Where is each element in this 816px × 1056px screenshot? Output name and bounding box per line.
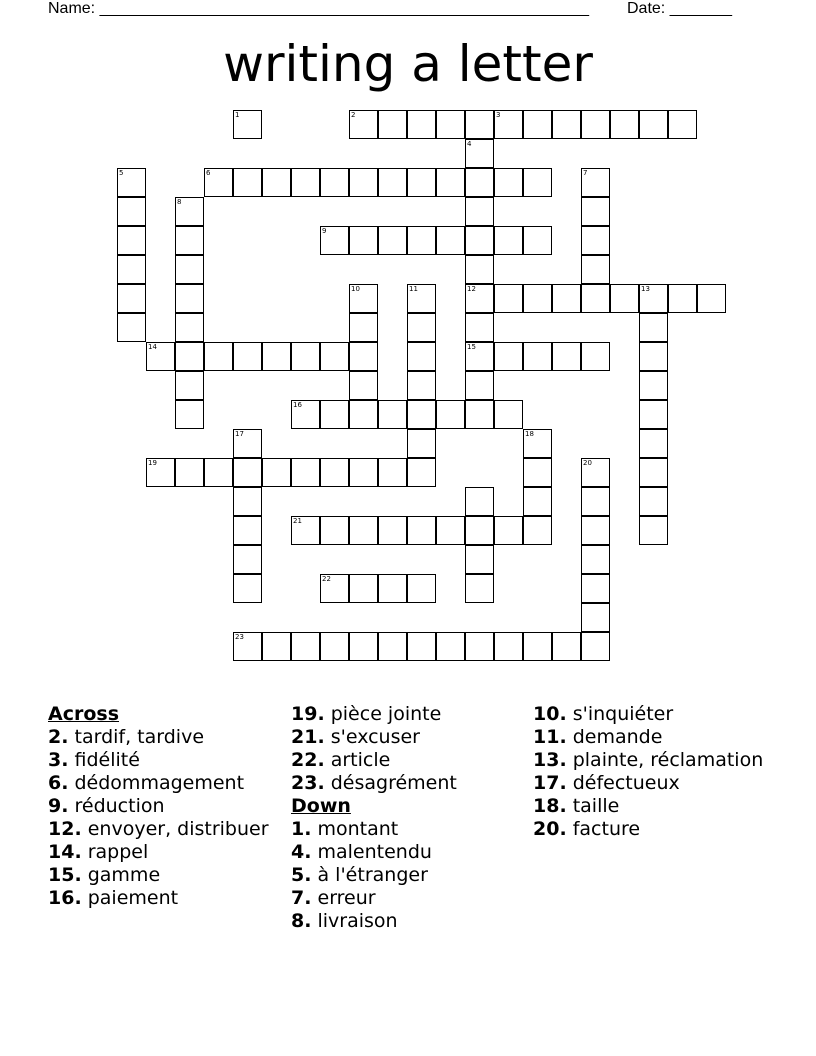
crossword-cell[interactable] bbox=[494, 168, 523, 197]
crossword-cell[interactable] bbox=[407, 313, 436, 342]
crossword-cell[interactable] bbox=[523, 110, 552, 139]
clue-number: 19 bbox=[148, 459, 157, 467]
crossword-cell[interactable] bbox=[320, 168, 349, 197]
crossword-cell[interactable] bbox=[378, 400, 407, 429]
crossword-cell[interactable] bbox=[494, 226, 523, 255]
clue-number: 12 bbox=[467, 285, 476, 293]
crossword-cell-5[interactable] bbox=[117, 168, 146, 197]
across-clue: 21. s'excuser bbox=[291, 726, 420, 748]
crossword-cell[interactable] bbox=[436, 400, 465, 429]
crossword-cell[interactable] bbox=[581, 516, 610, 545]
crossword-cell[interactable] bbox=[523, 168, 552, 197]
crossword-cell[interactable] bbox=[407, 429, 436, 458]
crossword-cell[interactable] bbox=[436, 168, 465, 197]
crossword-cell[interactable] bbox=[436, 226, 465, 255]
crossword-cell[interactable] bbox=[697, 284, 726, 313]
clues-column-1 bbox=[48, 703, 288, 910]
crossword-cell[interactable] bbox=[291, 632, 320, 661]
date-field: Date: _______ bbox=[627, 0, 732, 17]
crossword-cell[interactable] bbox=[581, 603, 610, 632]
down-clue: 18. taille bbox=[533, 795, 620, 817]
across-clue: 14. rappel bbox=[48, 841, 149, 863]
crossword-cell[interactable] bbox=[349, 516, 378, 545]
clue-number: 23 bbox=[235, 633, 244, 641]
crossword-cell[interactable] bbox=[465, 226, 494, 255]
clue-number: 10 bbox=[351, 285, 360, 293]
crossword-cell[interactable] bbox=[436, 110, 465, 139]
crossword-cell[interactable] bbox=[407, 371, 436, 400]
across-clue: 23. désagrément bbox=[291, 772, 457, 794]
crossword-cell[interactable] bbox=[610, 284, 639, 313]
down-heading: Down bbox=[291, 795, 351, 817]
crossword-cell[interactable] bbox=[523, 632, 552, 661]
crossword-cell[interactable] bbox=[523, 342, 552, 371]
clues-column-2 bbox=[291, 703, 531, 933]
clue-number: 6 bbox=[206, 169, 211, 177]
crossword-cell-13[interactable] bbox=[639, 284, 668, 313]
clue-number: 2 bbox=[351, 111, 356, 119]
crossword-cell[interactable] bbox=[378, 226, 407, 255]
name-field: Name: _______________________________________________________ bbox=[48, 0, 589, 17]
crossword-cell[interactable] bbox=[494, 284, 523, 313]
crossword-cell[interactable] bbox=[639, 429, 668, 458]
crossword-cell[interactable] bbox=[407, 574, 436, 603]
crossword-cell[interactable] bbox=[233, 545, 262, 574]
crossword-cell[interactable] bbox=[639, 458, 668, 487]
crossword-cell[interactable] bbox=[349, 400, 378, 429]
crossword-cell[interactable] bbox=[349, 458, 378, 487]
crossword-cell-7[interactable] bbox=[581, 168, 610, 197]
crossword-cell-21[interactable] bbox=[291, 516, 320, 545]
crossword-cell[interactable] bbox=[378, 458, 407, 487]
clue-number: 17 bbox=[235, 430, 244, 438]
clue-number: 18 bbox=[525, 430, 534, 438]
crossword-cell[interactable] bbox=[610, 110, 639, 139]
clue-number: 14 bbox=[148, 343, 157, 351]
crossword-cell[interactable] bbox=[581, 226, 610, 255]
across-clue: 9. réduction bbox=[48, 795, 165, 817]
crossword-cell-3[interactable] bbox=[494, 110, 523, 139]
across-clue: 6. dédommagement bbox=[48, 772, 245, 794]
crossword-cell[interactable] bbox=[407, 342, 436, 371]
down-clue: 10. s'inquiéter bbox=[533, 703, 674, 725]
crossword-cell[interactable] bbox=[349, 168, 378, 197]
crossword-cell[interactable] bbox=[378, 516, 407, 545]
crossword-cell[interactable] bbox=[320, 458, 349, 487]
across-heading: Across bbox=[48, 703, 120, 725]
crossword-cell[interactable] bbox=[581, 342, 610, 371]
crossword-cell[interactable] bbox=[320, 342, 349, 371]
crossword-cell[interactable] bbox=[262, 458, 291, 487]
crossword-cell[interactable] bbox=[552, 342, 581, 371]
crossword-cell-18[interactable] bbox=[523, 429, 552, 458]
crossword-cell-1[interactable] bbox=[233, 110, 262, 139]
crossword-cell[interactable] bbox=[523, 284, 552, 313]
crossword-cell[interactable] bbox=[523, 458, 552, 487]
crossword-cell[interactable] bbox=[175, 458, 204, 487]
crossword-cell[interactable] bbox=[465, 632, 494, 661]
clue-number: 20 bbox=[583, 459, 592, 467]
crossword-cell[interactable] bbox=[639, 313, 668, 342]
clue-number: 3 bbox=[496, 111, 501, 119]
crossword-cell[interactable] bbox=[175, 226, 204, 255]
crossword-cell[interactable] bbox=[581, 632, 610, 661]
clue-number: 9 bbox=[322, 227, 327, 235]
crossword-cell[interactable] bbox=[378, 632, 407, 661]
crossword-cell[interactable] bbox=[639, 516, 668, 545]
crossword-cell[interactable] bbox=[639, 342, 668, 371]
down-clue: 4. malentendu bbox=[291, 841, 432, 863]
crossword-cell[interactable] bbox=[349, 342, 378, 371]
crossword-cell[interactable] bbox=[523, 226, 552, 255]
crossword-cell[interactable] bbox=[436, 516, 465, 545]
clues-column-3 bbox=[533, 703, 773, 841]
across-clue: 15. gamme bbox=[48, 864, 161, 886]
crossword-cell-12[interactable] bbox=[465, 284, 494, 313]
crossword-cell-20[interactable] bbox=[581, 458, 610, 487]
puzzle-title: writing a letter bbox=[223, 35, 593, 93]
crossword-cell[interactable] bbox=[175, 400, 204, 429]
crossword-cell[interactable] bbox=[117, 255, 146, 284]
crossword-cell[interactable] bbox=[407, 400, 436, 429]
crossword-cell[interactable] bbox=[668, 284, 697, 313]
clue-number: 21 bbox=[293, 517, 302, 525]
crossword-cell[interactable] bbox=[233, 516, 262, 545]
crossword-cell[interactable] bbox=[465, 168, 494, 197]
down-clue: 1. montant bbox=[291, 818, 399, 840]
clue-number: 4 bbox=[467, 140, 472, 148]
across-clue: 3. fidélité bbox=[48, 749, 140, 771]
crossword-cell[interactable] bbox=[523, 516, 552, 545]
crossword-cell[interactable] bbox=[494, 516, 523, 545]
crossword-cell[interactable] bbox=[262, 168, 291, 197]
crossword-cell-19[interactable] bbox=[146, 458, 175, 487]
crossword-cell[interactable] bbox=[581, 487, 610, 516]
crossword-cell[interactable] bbox=[465, 545, 494, 574]
crossword-cell[interactable] bbox=[204, 342, 233, 371]
crossword-cell[interactable] bbox=[117, 226, 146, 255]
crossword-cell[interactable] bbox=[465, 516, 494, 545]
crossword-cell[interactable] bbox=[378, 574, 407, 603]
crossword-cell[interactable] bbox=[175, 284, 204, 313]
crossword-cell[interactable] bbox=[465, 255, 494, 284]
crossword-cell[interactable] bbox=[262, 632, 291, 661]
crossword-cell[interactable] bbox=[552, 632, 581, 661]
crossword-cell[interactable] bbox=[233, 574, 262, 603]
down-clue: 7. erreur bbox=[291, 887, 376, 909]
crossword-cell-4[interactable] bbox=[465, 139, 494, 168]
down-clue: 13. plainte, réclamation bbox=[533, 749, 764, 771]
crossword-cell[interactable] bbox=[378, 110, 407, 139]
clue-number: 13 bbox=[641, 285, 650, 293]
crossword-cell[interactable] bbox=[407, 632, 436, 661]
down-clue: 5. à l'étranger bbox=[291, 864, 428, 886]
crossword-cell[interactable] bbox=[320, 632, 349, 661]
crossword-cell[interactable] bbox=[407, 226, 436, 255]
crossword-cell[interactable] bbox=[291, 458, 320, 487]
crossword-cell[interactable] bbox=[233, 458, 262, 487]
clue-number: 16 bbox=[293, 401, 302, 409]
crossword-cell[interactable] bbox=[233, 168, 262, 197]
crossword-cell[interactable] bbox=[436, 632, 465, 661]
clue-number: 15 bbox=[467, 343, 476, 351]
clue-number: 11 bbox=[409, 285, 418, 293]
down-clue: 11. demande bbox=[533, 726, 663, 748]
across-clue: 16. paiement bbox=[48, 887, 179, 909]
across-clue: 22. article bbox=[291, 749, 391, 771]
crossword-cell-17[interactable] bbox=[233, 429, 262, 458]
crossword-cell-2[interactable] bbox=[349, 110, 378, 139]
crossword-cell[interactable] bbox=[465, 574, 494, 603]
crossword-cell[interactable] bbox=[407, 168, 436, 197]
crossword-cell[interactable] bbox=[407, 110, 436, 139]
crossword-cell[interactable] bbox=[262, 342, 291, 371]
crossword-cell-9[interactable] bbox=[320, 226, 349, 255]
crossword-cell[interactable] bbox=[465, 197, 494, 226]
crossword-cell[interactable] bbox=[668, 110, 697, 139]
crossword-cell[interactable] bbox=[175, 313, 204, 342]
crossword-cell[interactable] bbox=[291, 168, 320, 197]
crossword-cell[interactable] bbox=[494, 342, 523, 371]
crossword-cell-22[interactable] bbox=[320, 574, 349, 603]
crossword-cell[interactable] bbox=[175, 342, 204, 371]
clue-number: 22 bbox=[322, 575, 331, 583]
crossword-cell-23[interactable] bbox=[233, 632, 262, 661]
crossword-cell[interactable] bbox=[581, 110, 610, 139]
crossword-cell[interactable] bbox=[581, 197, 610, 226]
clue-number: 1 bbox=[235, 111, 240, 119]
clue-number: 5 bbox=[119, 169, 124, 177]
crossword-cell[interactable] bbox=[465, 400, 494, 429]
down-clue: 8. livraison bbox=[291, 910, 398, 932]
crossword-cell[interactable] bbox=[117, 197, 146, 226]
crossword-cell[interactable] bbox=[639, 400, 668, 429]
crossword-cell[interactable] bbox=[552, 110, 581, 139]
crossword-cell-16[interactable] bbox=[291, 400, 320, 429]
crossword-cell[interactable] bbox=[349, 574, 378, 603]
crossword-cell-15[interactable] bbox=[465, 342, 494, 371]
crossword-cell[interactable] bbox=[378, 168, 407, 197]
down-clue: 17. défectueux bbox=[533, 772, 680, 794]
crossword-cell[interactable] bbox=[523, 487, 552, 516]
crossword-cell[interactable] bbox=[581, 574, 610, 603]
crossword-cell[interactable] bbox=[233, 487, 262, 516]
crossword-cell[interactable] bbox=[233, 342, 262, 371]
crossword-cell[interactable] bbox=[320, 516, 349, 545]
crossword-cell[interactable] bbox=[320, 400, 349, 429]
crossword-cell[interactable] bbox=[639, 371, 668, 400]
crossword-cell-14[interactable] bbox=[146, 342, 175, 371]
crossword-cell[interactable] bbox=[291, 342, 320, 371]
crossword-cell[interactable] bbox=[407, 458, 436, 487]
across-clue: 12. envoyer, distribuer bbox=[48, 818, 269, 840]
down-clue: 20. facture bbox=[533, 818, 641, 840]
crossword-cell-10[interactable] bbox=[349, 284, 378, 313]
crossword-cell[interactable] bbox=[349, 313, 378, 342]
crossword-cell[interactable] bbox=[494, 400, 523, 429]
crossword-cell[interactable] bbox=[465, 110, 494, 139]
crossword-cell[interactable] bbox=[465, 371, 494, 400]
crossword-cell[interactable] bbox=[349, 226, 378, 255]
across-clue: 19. pièce jointe bbox=[291, 703, 442, 725]
crossword-cell[interactable] bbox=[639, 110, 668, 139]
crossword-cell-8[interactable] bbox=[175, 197, 204, 226]
crossword-cell-6[interactable] bbox=[204, 168, 233, 197]
clue-number: 7 bbox=[583, 169, 588, 177]
crossword-cell[interactable] bbox=[117, 284, 146, 313]
crossword-cell[interactable] bbox=[552, 284, 581, 313]
crossword-cell[interactable] bbox=[117, 313, 146, 342]
crossword-cell[interactable] bbox=[494, 632, 523, 661]
crossword-cell[interactable] bbox=[204, 458, 233, 487]
crossword-cell[interactable] bbox=[465, 313, 494, 342]
crossword-cell[interactable] bbox=[175, 371, 204, 400]
crossword-cell[interactable] bbox=[639, 487, 668, 516]
crossword-cell[interactable] bbox=[407, 516, 436, 545]
across-clue: 2. tardif, tardive bbox=[48, 726, 205, 748]
clue-number: 8 bbox=[177, 198, 182, 206]
crossword-cell[interactable] bbox=[465, 487, 494, 516]
crossword-cell[interactable] bbox=[581, 545, 610, 574]
crossword-cell[interactable] bbox=[581, 284, 610, 313]
crossword-cell-11[interactable] bbox=[407, 284, 436, 313]
crossword-cell[interactable] bbox=[581, 255, 610, 284]
crossword-cell[interactable] bbox=[349, 632, 378, 661]
crossword-cell[interactable] bbox=[349, 371, 378, 400]
crossword-cell[interactable] bbox=[175, 255, 204, 284]
